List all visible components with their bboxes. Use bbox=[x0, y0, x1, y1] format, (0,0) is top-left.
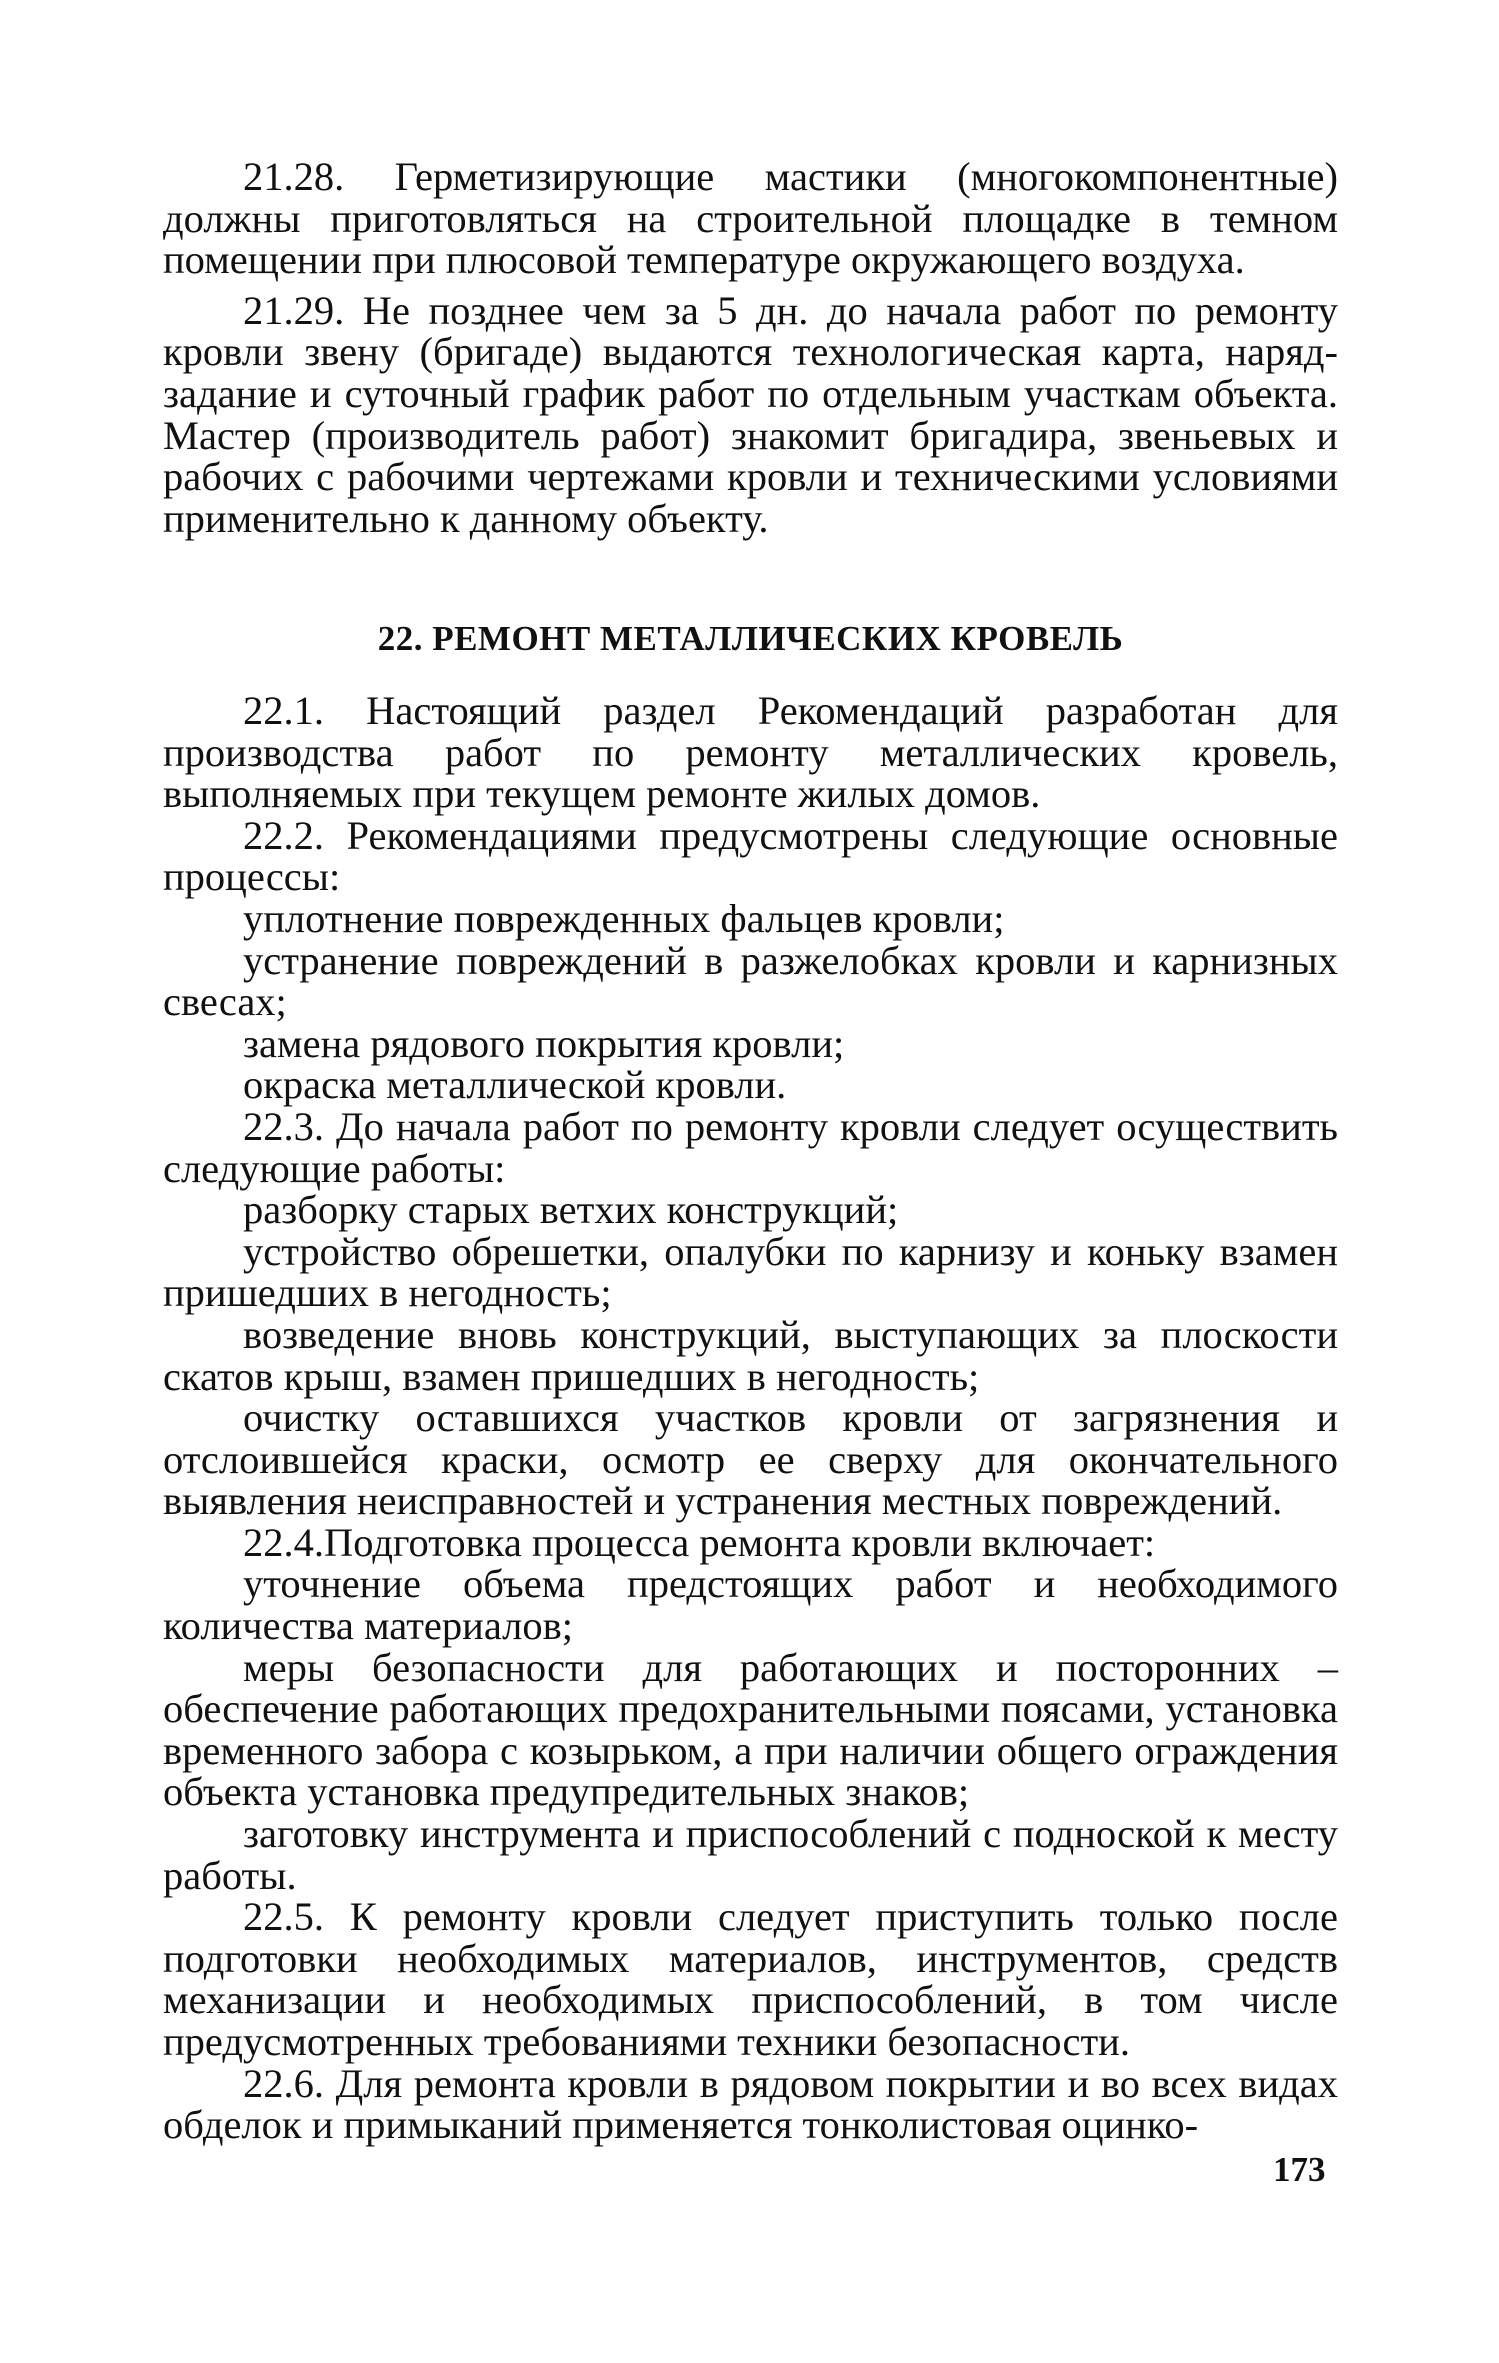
paragraph-text: К ремонту кровли следует приступить только после подготовки необходимых материалов, инструментов, средств механизации и необходимых приспособлений, в том числе предусмотренных требованиями техники безопасности. bbox=[163, 1894, 1338, 2064]
paragraph-22-3 bbox=[163, 1103, 1338, 1191]
list-item: разборку старых ветхих конструкций; bbox=[243, 1187, 899, 1233]
paragraph-22-5 bbox=[163, 1896, 1338, 2062]
paragraph-21-28 bbox=[163, 156, 1338, 281]
paragraph-22-6 bbox=[163, 2060, 1338, 2148]
clause-number: 22.2. bbox=[243, 812, 324, 858]
clause-number: 22.5. bbox=[243, 1894, 324, 1940]
intro-paragraphs bbox=[163, 156, 1338, 539]
paragraph-22-2 bbox=[163, 812, 1338, 900]
list-item: меры безопасности для работающих и посторонних – обеспечение работающих предохранительными поясами, установка временного забора с козырьком, а при наличии общего ограждения объекта установка предупредительных знаков; bbox=[163, 1644, 1338, 1815]
paragraph-text: Для ремонта кровли в рядовом покрытии и во всех видах обделок и примыканий применяется тонколистовая оцинко- bbox=[163, 2060, 1338, 2148]
clause-number: 22.3. bbox=[243, 1103, 324, 1149]
paragraph-text: До начала работ по ремонту кровли следует осуществить следующие работы: bbox=[163, 1103, 1338, 1191]
paragraph-21-29 bbox=[163, 287, 1338, 541]
paragraph-22-4 bbox=[163, 1519, 1338, 1565]
list-item: замена рядового покрытия кровли; bbox=[243, 1020, 845, 1066]
clause-number: 22.6. bbox=[243, 2060, 324, 2106]
section-heading: 22. РЕМОНТ МЕТАЛЛИЧЕСКИХ КРОВЕЛЬ bbox=[377, 619, 1124, 658]
list-item: очистку оставшихся участков кровли от загрязнения и отслоившейся краски, осмотр ее сверху для окончательного выявления неисправностей и устранения местных повреждений. bbox=[163, 1395, 1338, 1524]
clause-number: 22.1. bbox=[243, 688, 324, 733]
page-number: 173 bbox=[1273, 2150, 1326, 2189]
paragraph-text: Настоящий раздел Рекомендаций разработан для производства работ по ремонту металлических кровель, выполняемых при текущем ремонте жилых домов. bbox=[163, 688, 1338, 817]
paragraph-22-1 bbox=[163, 690, 1338, 815]
clause-number: 21.29. bbox=[243, 287, 345, 333]
list-item: устройство обрешетки, опалубки по карнизу и коньку взамен пришедших в негодность; bbox=[163, 1228, 1338, 1316]
paragraph-text: Подготовка процесса ремонта кровли включает: bbox=[324, 1519, 1156, 1565]
clause-number: 22.4. bbox=[243, 1519, 324, 1565]
paragraph-text: Не позднее чем за 5 дн. до начала работ по ремонту кровли звену (бригаде) выдаются технологическая карта, наряд-задание и суточный график работ по отдельным участкам объекта. Мастер (производитель работ) знакомит бригадира, звеньевых и рабочих с рабочими чертежами кровли и техническими условиями применительно к данному объекту. bbox=[163, 287, 1338, 541]
list-item: устранение повреждений в разжелобках кровли и карнизных свесах; bbox=[163, 937, 1338, 1025]
list-item: уплотнение поврежденных фальцев кровли; bbox=[243, 895, 1005, 941]
list-item: возведение вновь конструкций, выступающих за плоскости скатов крыш, взамен пришедших в негодность; bbox=[163, 1311, 1338, 1399]
paragraph-text: Рекомендациями предусмотрены следующие основные процессы: bbox=[163, 812, 1338, 900]
list-item: окраска металлической кровли. bbox=[243, 1062, 787, 1108]
list-item: заготовку инструмента и приспособлений с подноской к месту работы. bbox=[163, 1811, 1338, 1898]
clause-number: 21.28. bbox=[243, 154, 345, 199]
section-body bbox=[163, 690, 1338, 2146]
list-item: уточнение объема предстоящих работ и необходимого количества материалов; bbox=[163, 1561, 1338, 1649]
paragraph-text: Герметизирующие мастики (многокомпонентные) должны приготовляться на строительной площадке в темном помещении при плюсовой температуре окружающего воздуха. bbox=[163, 154, 1338, 283]
